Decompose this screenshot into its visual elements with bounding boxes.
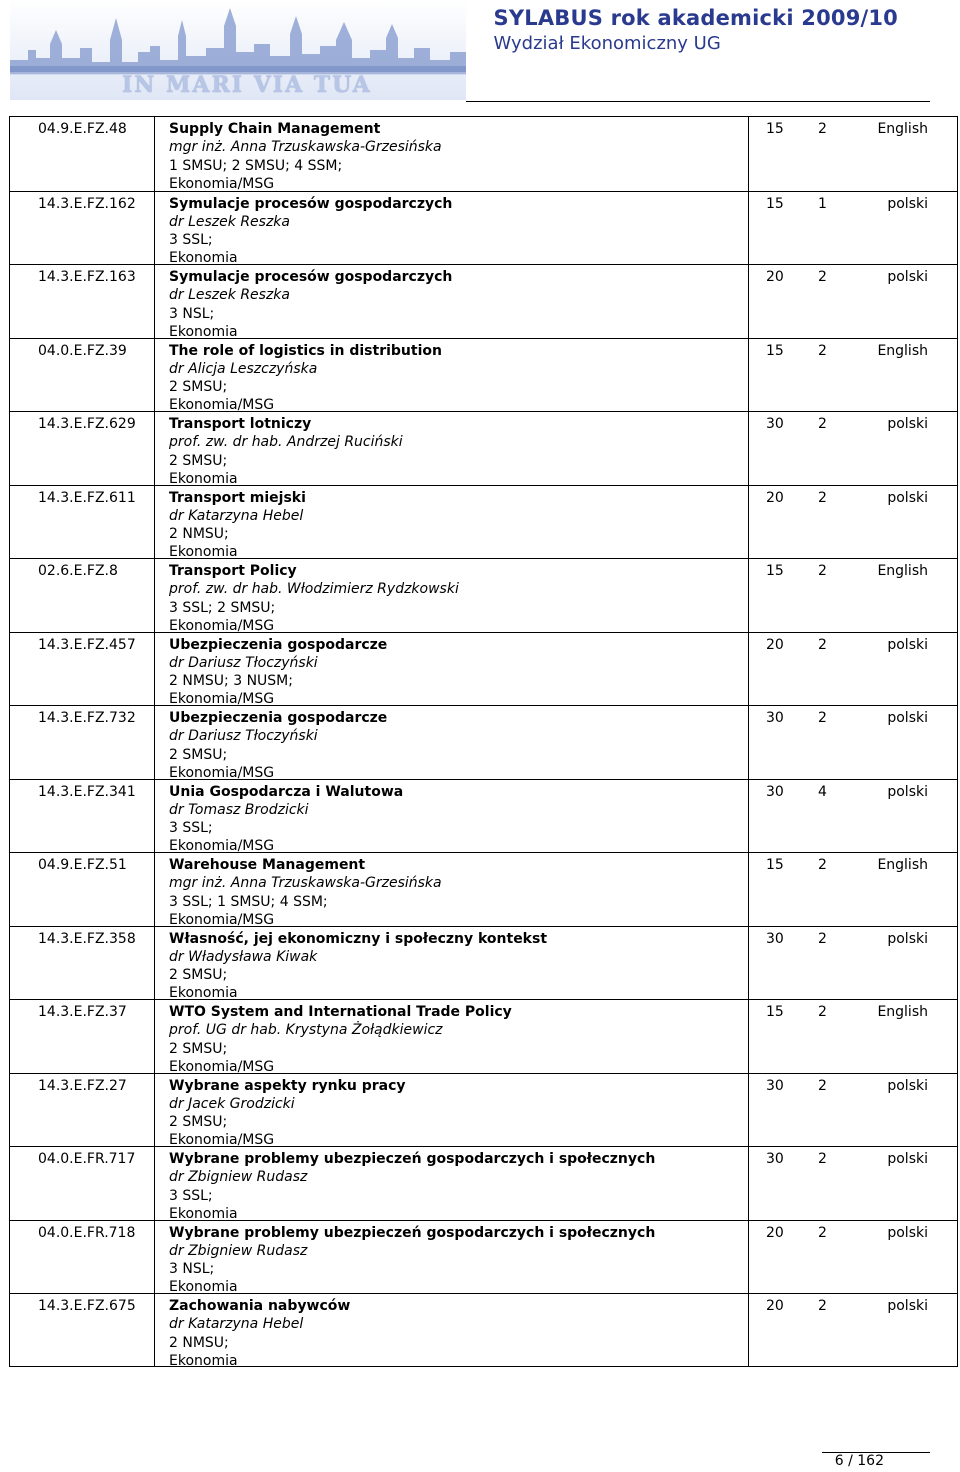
- study-modes: 2 NMSU; 3 NUSM;: [169, 673, 293, 690]
- table-row: [10, 926, 957, 1001]
- course-title: Wybrane problemy ubezpieczeń gospodarczych i społecznych: [169, 1151, 656, 1167]
- faculty-program: Ekonomia: [169, 470, 238, 487]
- study-modes: 3 SSL;: [169, 1187, 213, 1204]
- course-hours: 15: [766, 195, 784, 212]
- lecturer-name: prof. UG dr hab. Krystyna Żołądkiewicz: [169, 1022, 443, 1039]
- table-row: [10, 485, 957, 560]
- lecturer-name: dr Dariusz Tłoczyński: [169, 728, 318, 745]
- course-title: Unia Gospodarcza i Walutowa: [169, 783, 404, 800]
- lecturer-name: dr Dariusz Tłoczyński: [169, 654, 318, 671]
- course-description: [169, 930, 547, 1003]
- faculty-program: Ekonomia/MSG: [169, 175, 275, 192]
- lecturer-name: dr Jacek Grodzicki: [169, 1095, 295, 1112]
- course-code: 04.0.E.FZ.39: [38, 342, 127, 359]
- course-hours: 15: [766, 121, 784, 137]
- table-row: [10, 852, 957, 927]
- course-hours: 30: [766, 783, 784, 800]
- course-hours: 30: [766, 416, 784, 432]
- course-hours: 30: [766, 930, 784, 947]
- ects-points: 2: [818, 1151, 827, 1167]
- course-code: 04.0.E.FR.717: [38, 1151, 136, 1167]
- course-hours: 15: [766, 857, 784, 873]
- course-language: English: [877, 342, 928, 359]
- course-code: 14.3.E.FZ.629: [38, 416, 136, 432]
- study-modes: 2 NMSU;: [169, 526, 229, 543]
- faculty-program: Ekonomia/MSG: [169, 617, 275, 634]
- study-modes: 2 SMSU;: [169, 746, 228, 763]
- course-language: English: [877, 857, 928, 873]
- table-row: [10, 1146, 957, 1221]
- course-code: 14.3.E.FZ.341: [38, 783, 136, 800]
- faculty-program: Ekonomia/MSG: [169, 691, 275, 708]
- course-language: polski: [887, 1298, 928, 1314]
- course-code: 14.3.E.FZ.37: [38, 1004, 127, 1020]
- course-hours: 30: [766, 1077, 784, 1094]
- faculty-program: Ekonomia/MSG: [169, 838, 275, 855]
- course-code: 14.3.E.FZ.457: [38, 636, 136, 653]
- course-hours: 20: [766, 1224, 784, 1241]
- course-description: [169, 1224, 655, 1297]
- faculty-program: Ekonomia: [169, 544, 238, 561]
- table-row: [10, 1073, 957, 1148]
- course-description: [169, 1150, 655, 1223]
- course-description: [169, 268, 452, 341]
- faculty-program: Ekonomia: [169, 1279, 238, 1296]
- ects-points: 2: [818, 121, 827, 137]
- course-description: [169, 562, 459, 635]
- study-modes: 2 SMSU;: [169, 452, 228, 469]
- course-code: 04.0.E.FR.718: [38, 1224, 136, 1241]
- study-modes: 2 SMSU;: [169, 1040, 228, 1057]
- course-title: Transport miejski: [169, 489, 306, 506]
- ects-points: 2: [818, 930, 827, 947]
- course-code: 14.3.E.FZ.163: [38, 269, 136, 285]
- faculty-program: Ekonomia/MSG: [169, 1058, 275, 1075]
- course-title: Wybrane aspekty rynku pracy: [169, 1077, 406, 1094]
- course-language: polski: [887, 1224, 928, 1241]
- course-title: Transport Policy: [169, 563, 297, 579]
- course-title: Ubezpieczenia gospodarcze: [169, 710, 388, 726]
- course-hours: 20: [766, 489, 784, 506]
- ects-points: 2: [818, 1004, 827, 1020]
- ects-points: 2: [818, 1077, 827, 1094]
- course-language: polski: [887, 783, 928, 800]
- ects-points: 2: [818, 342, 827, 359]
- course-title: Zachowania nabywców: [169, 1298, 351, 1314]
- ects-points: 2: [818, 416, 827, 432]
- course-description: [169, 1077, 406, 1150]
- faculty-program: Ekonomia: [169, 1352, 238, 1369]
- course-code: 14.3.E.FZ.611: [38, 489, 136, 506]
- course-code: 04.9.E.FZ.48: [38, 121, 127, 137]
- course-hours: 20: [766, 269, 784, 285]
- syllabus-title: SYLABUS rok akademicki 2009/10: [493, 6, 898, 30]
- course-language: polski: [887, 1151, 928, 1167]
- course-language: polski: [887, 489, 928, 506]
- table-row: [10, 779, 957, 854]
- course-hours: 30: [766, 710, 784, 726]
- course-hours: 30: [766, 1151, 784, 1167]
- course-code: 04.9.E.FZ.51: [38, 857, 127, 873]
- table-row: [10, 1220, 957, 1295]
- table-row: [10, 338, 957, 413]
- motto-text: IN MARI VIA TUA: [122, 72, 372, 98]
- study-modes: 3 SSL; 2 SMSU;: [169, 599, 276, 616]
- course-hours: 15: [766, 342, 784, 359]
- course-description: [169, 856, 442, 929]
- course-title: Supply Chain Management: [169, 121, 381, 137]
- ects-points: 2: [818, 269, 827, 285]
- gdansk-skyline-banner: [10, 0, 466, 100]
- lecturer-name: dr Alicja Leszczyńska: [169, 360, 318, 377]
- faculty-program: Ekonomia/MSG: [169, 1132, 275, 1149]
- course-title: Własność, jej ekonomiczny i społeczny kontekst: [169, 930, 548, 947]
- faculty-program: Ekonomia/MSG: [169, 764, 275, 781]
- ects-points: 2: [818, 636, 827, 653]
- course-description: [169, 636, 387, 709]
- ects-points: 1: [818, 195, 827, 212]
- table-row: [10, 411, 957, 486]
- study-modes: 2 NMSU;: [169, 1334, 229, 1351]
- lecturer-name: dr Tomasz Brodzicki: [169, 801, 309, 818]
- course-title: Warehouse Management: [169, 857, 366, 873]
- ects-points: 2: [818, 710, 827, 726]
- faculty-program: Ekonomia: [169, 250, 238, 267]
- course-hours: 15: [766, 1004, 784, 1020]
- lecturer-name: dr Leszek Reszka: [169, 287, 290, 304]
- table-row: [10, 117, 957, 191]
- course-description: [169, 342, 442, 415]
- header-divider: [466, 101, 930, 102]
- course-description: [169, 1003, 512, 1076]
- course-description: [169, 120, 442, 193]
- study-modes: 3 SSL;: [169, 820, 213, 837]
- study-modes: 2 SMSU;: [169, 1114, 228, 1131]
- faculty-subtitle: Wydział Ekonomiczny UG: [493, 33, 721, 54]
- course-language: polski: [887, 710, 928, 726]
- course-description: [169, 415, 403, 488]
- table-row: [10, 999, 957, 1074]
- study-modes: 2 SMSU;: [169, 379, 228, 396]
- study-modes: 3 SSL;: [169, 232, 213, 249]
- course-description: [169, 489, 306, 562]
- lecturer-name: dr Zbigniew Rudasz: [169, 1242, 308, 1259]
- header-title-block: [494, 6, 898, 54]
- course-code: 14.3.E.FZ.162: [38, 195, 136, 212]
- study-modes: 3 NSL;: [169, 1261, 215, 1278]
- table-row: [10, 558, 957, 633]
- lecturer-name: dr Zbigniew Rudasz: [169, 1169, 308, 1186]
- course-language: polski: [887, 195, 928, 212]
- page-number: 6 / 162: [834, 1453, 884, 1469]
- course-code: 14.3.E.FZ.27: [38, 1077, 127, 1094]
- course-code: 14.3.E.FZ.358: [38, 930, 136, 947]
- course-language: polski: [887, 416, 928, 432]
- lecturer-name: dr Leszek Reszka: [169, 213, 290, 230]
- course-title: Transport lotniczy: [169, 416, 312, 432]
- course-description: [169, 195, 452, 268]
- course-language: English: [877, 121, 928, 137]
- ects-points: 2: [818, 1224, 827, 1241]
- faculty-program: Ekonomia: [169, 985, 238, 1002]
- lecturer-name: mgr inż. Anna Trzuskawska-Grzesińska: [169, 139, 442, 156]
- table-row: [10, 632, 957, 707]
- table-row: [10, 1293, 957, 1368]
- course-title: The role of logistics in distribution: [169, 342, 442, 359]
- course-title: Ubezpieczenia gospodarcze: [169, 636, 388, 653]
- study-modes: 3 NSL;: [169, 305, 215, 322]
- course-language: polski: [887, 1077, 928, 1094]
- study-modes: 2 SMSU;: [169, 967, 228, 984]
- faculty-program: Ekonomia: [169, 1205, 238, 1222]
- lecturer-name: mgr inż. Anna Trzuskawska-Grzesińska: [169, 875, 442, 892]
- course-language: English: [877, 1004, 928, 1020]
- course-language: polski: [887, 930, 928, 947]
- ects-points: 2: [818, 489, 827, 506]
- study-modes: 1 SMSU; 2 SMSU; 4 SSM;: [169, 157, 343, 174]
- course-hours: 20: [766, 1298, 784, 1314]
- ects-points: 4: [818, 783, 827, 800]
- course-code: 14.3.E.FZ.732: [38, 710, 136, 726]
- course-language: English: [877, 563, 928, 579]
- course-code: 14.3.E.FZ.675: [38, 1298, 136, 1314]
- lecturer-name: dr Katarzyna Hebel: [169, 507, 304, 524]
- course-description: [169, 1297, 350, 1370]
- table-row: [10, 705, 957, 780]
- faculty-program: Ekonomia: [169, 323, 238, 340]
- course-hours: 15: [766, 563, 784, 579]
- study-modes: 3 SSL; 1 SMSU; 4 SSM;: [169, 893, 328, 910]
- table-row: [10, 264, 957, 339]
- faculty-program: Ekonomia/MSG: [169, 397, 275, 414]
- table-row: [10, 191, 957, 266]
- page-header: [0, 0, 960, 106]
- course-hours: 20: [766, 636, 784, 653]
- ects-points: 2: [818, 1298, 827, 1314]
- course-code: 02.6.E.FZ.8: [38, 563, 118, 579]
- lecturer-name: prof. zw. dr hab. Andrzej Ruciński: [169, 434, 403, 451]
- course-description: [169, 783, 403, 856]
- ects-points: 2: [818, 857, 827, 873]
- course-title: WTO System and International Trade Policy: [169, 1004, 512, 1020]
- lecturer-name: dr Katarzyna Hebel: [169, 1316, 304, 1333]
- course-title: Symulacje procesów gospodarczych: [169, 195, 453, 212]
- faculty-program: Ekonomia/MSG: [169, 911, 275, 928]
- lecturer-name: prof. zw. dr hab. Włodzimierz Rydzkowski: [169, 581, 459, 598]
- course-language: polski: [887, 269, 928, 285]
- course-table: [9, 116, 958, 1367]
- course-title: Wybrane problemy ubezpieczeń gospodarczych i społecznych: [169, 1224, 656, 1241]
- ects-points: 2: [818, 563, 827, 579]
- course-description: [169, 709, 387, 782]
- course-language: polski: [887, 636, 928, 653]
- lecturer-name: dr Władysława Kiwak: [169, 948, 318, 965]
- course-title: Symulacje procesów gospodarczych: [169, 269, 453, 285]
